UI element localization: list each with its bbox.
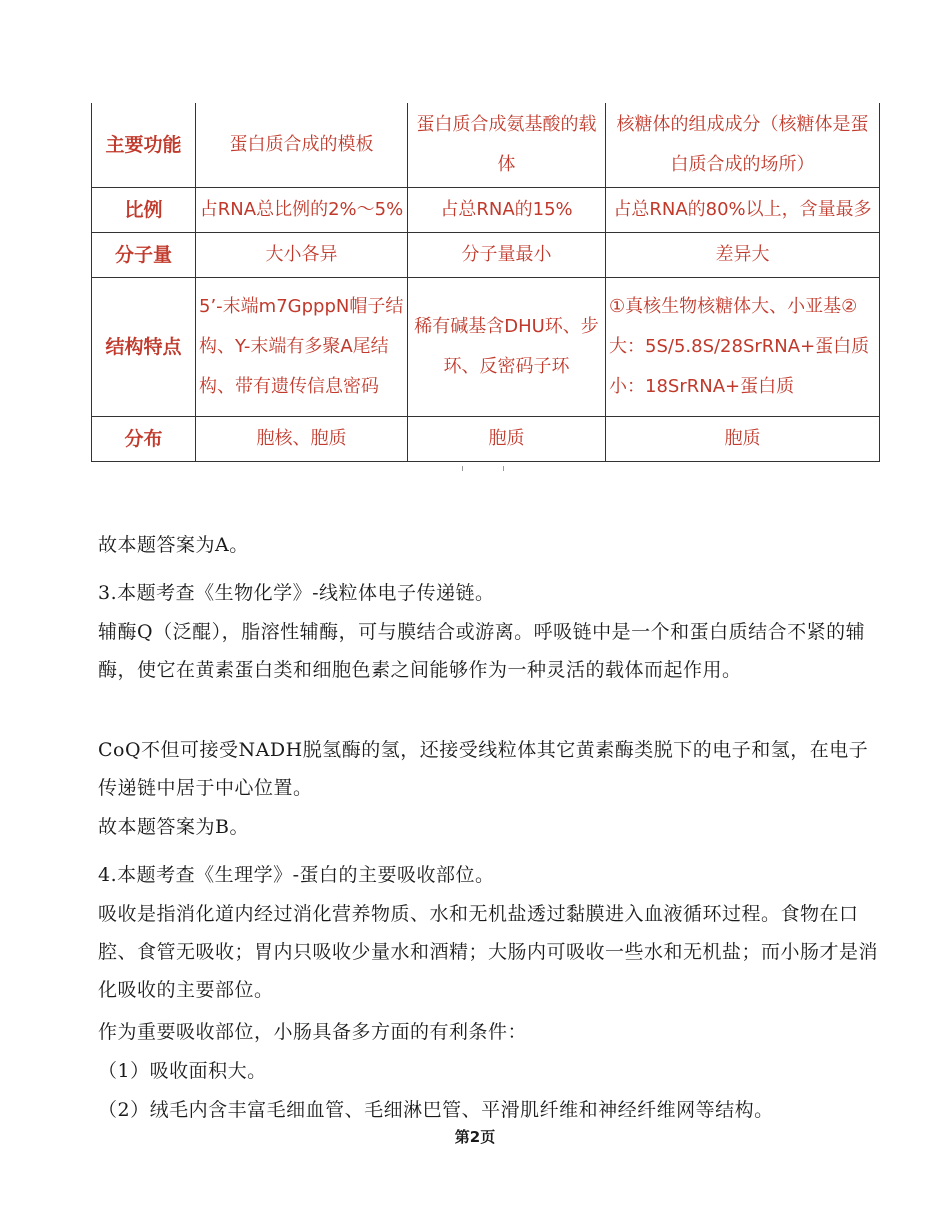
row-header-structure: 结构特点: [92, 278, 196, 417]
coq-electron-paragraph: CoQ不但可接受NADH脱氢酶的氢，还接受线粒体其它黄素酶类脱下的电子和氢，在电子传递链中居于中心位置。: [98, 739, 869, 799]
row-header-function: 主要功能: [92, 103, 196, 188]
coq-paragraph: 辅酶Q（泛醌），脂溶性辅酶，可与膜结合或游离。呼吸链中是一个和蛋白质结合不紧的辅酶，使它在黄素蛋白类和细胞色素之间能够作为一种灵活的载体而起作用。: [98, 621, 866, 681]
table-cell: 大小各异: [196, 233, 408, 278]
table-cell: 占RNA总比例的2%～5%: [196, 188, 408, 233]
table-cell: 分子量最小: [408, 233, 606, 278]
table-cell: 差异大: [606, 233, 880, 278]
table-cell: 胞核、胞质: [196, 417, 408, 462]
table-row: [92, 417, 880, 462]
table-cell: 胞质: [408, 417, 606, 462]
condition-1: （1）吸收面积大。: [98, 1060, 267, 1082]
table-cell: 占总RNA的80%以上，含量最多: [606, 188, 880, 233]
table-cell: 稀有碱基含DHU环、步环、反密码子环: [408, 278, 606, 417]
table-cell: 5’-末端m7GpppN帽子结构、Y-末端有多聚A尾结构、带有遗传信息密码: [196, 278, 408, 417]
conditions-intro: 作为重要吸收部位，小肠具备多方面的有利条件：: [98, 1021, 528, 1043]
table-cell: ①真核生物核糖体大、小亚基②大：5S/5.8S/28SrRNA+蛋白质小：18SrRNA+蛋白质: [606, 278, 880, 417]
table-row: [92, 278, 880, 417]
table-row: [92, 103, 880, 188]
question-4-heading: 4.本题考查《生理学》-蛋白的主要吸收部位。: [98, 864, 495, 886]
table-tick-mark: [503, 466, 504, 471]
table-cell: 占总RNA的15%: [408, 188, 606, 233]
row-header-distribution: 分布: [92, 417, 196, 462]
table-tick-mark: [462, 466, 463, 471]
condition-2: （2）绒毛内含丰富毛细血管、毛细淋巴管、平滑肌纤维和神经纤维网等结构。: [98, 1099, 774, 1121]
rna-comparison-table: [91, 103, 880, 462]
row-header-weight: 分子量: [92, 233, 196, 278]
page-number: 第2页: [454, 1128, 496, 1146]
table-row: [92, 188, 880, 233]
absorption-paragraph: 吸收是指消化道内经过消化营养物质、水和无机盐透过黏膜进入血液循环过程。食物在口腔、食管无吸收；胃内只吸收少量水和酒精；大肠内可吸收一些水和无机盐；而小肠才是消化吸收的主要部位。: [98, 903, 879, 1001]
table-cell: 胞质: [606, 417, 880, 462]
question-3-heading: 3.本题考查《生物化学》-线粒体电子传递链。: [98, 582, 495, 604]
answer-line-b: 故本题答案为B。: [98, 816, 249, 838]
table-cell: 核糖体的组成成分（核糖体是蛋白质合成的场所）: [606, 103, 880, 188]
table-row: [92, 233, 880, 278]
table-cell: 蛋白质合成氨基酸的载体: [408, 103, 606, 188]
table-cell: 蛋白质合成的模板: [196, 103, 408, 188]
answer-line-a: 故本题答案为A。: [98, 534, 249, 556]
row-header-ratio: 比例: [92, 188, 196, 233]
